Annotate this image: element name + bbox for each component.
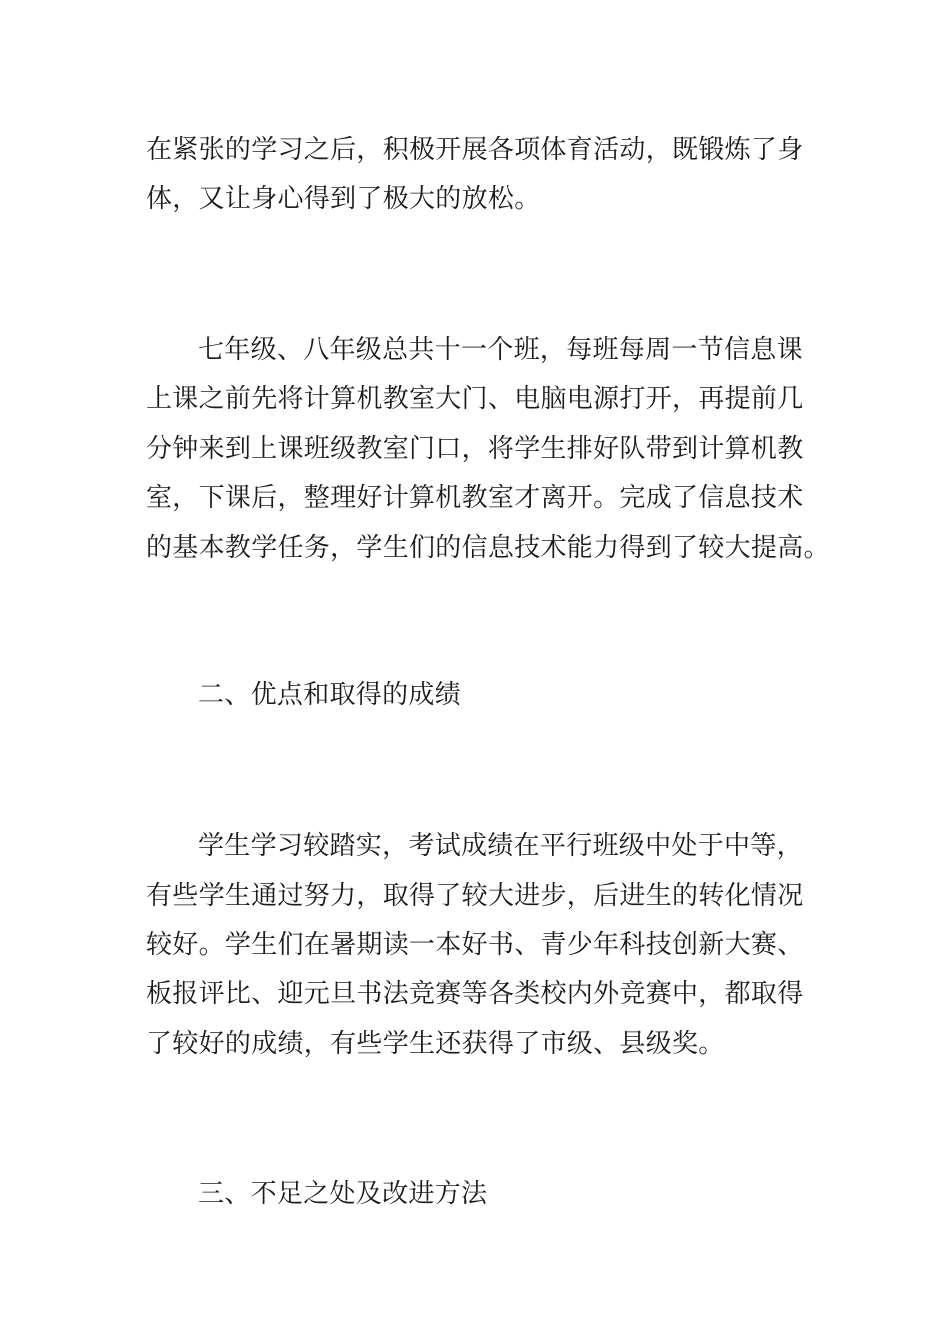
text-line: 室，下课后，整理好计算机教室才离开。完成了信息技术 [146, 483, 804, 513]
text-line: 有些学生通过努力，取得了较大进步，后进生的转化情况 [146, 881, 804, 911]
text-line: 七年级、八年级总共十一个班，每班每周一节信息课 [198, 335, 803, 365]
section-heading-shortcomings: 三、不足之处及改进方法 [198, 1179, 488, 1209]
text-line: 板报评比、迎元旦书法竞赛等各类校内外竞赛中，都取得 [146, 979, 804, 1009]
text-line: 上课之前先将计算机教室大门、电脑电源打开，再提前几 [146, 384, 804, 414]
text-line: 较好。学生们在暑期读一本好书、青少年科技创新大赛、 [146, 930, 804, 960]
text-line: 的基本教学任务，学生们的信息技术能力得到了较大提高。 [146, 533, 830, 563]
text-line: 体，又让身心得到了极大的放松。 [146, 184, 541, 214]
text-line: 学生学习较踏实，考试成绩在平行班级中处于中等， [198, 831, 803, 861]
text-line: 在紧张的学习之后，积极开展各项体育活动，既锻炼了身 [146, 135, 804, 165]
section-heading-strengths: 二、优点和取得的成绩 [198, 680, 462, 710]
text-line: 分钟来到上课班级教室门口，将学生排好队带到计算机教 [146, 434, 804, 464]
text-line: 了较好的成绩，有些学生还获得了市级、县级奖。 [146, 1029, 725, 1059]
